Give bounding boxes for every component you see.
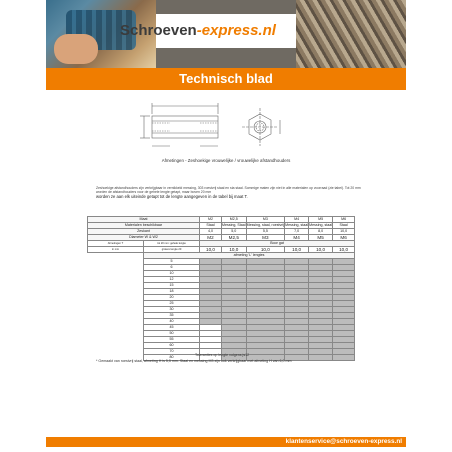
thread-row-cell: M2 (200, 217, 222, 223)
hex-row-cell: 8,0 (309, 229, 333, 235)
intro-text: Zeshoekige afstandhouders zijn verkrijgbaar in vernikkeld messing, 303 roestvrij staal en sta staal. Sommige maten zijn niet in alle materialen op voorraad (zie tabel). Tot 20 mm worden de afstandhouders voor de gehele lengte getapt, maar boven 20 mm (96, 186, 361, 195)
length-value: 60 (144, 343, 200, 349)
hex-row-cell: 5,5 (246, 229, 285, 235)
thread-row-cell: M4 (285, 217, 309, 223)
material-row-label: Materialen beschikbaar (88, 223, 200, 229)
hex-row-cell: 5,0 (222, 229, 247, 235)
dimension-drawing (130, 98, 330, 158)
diameter-row-cell: M2,5 (222, 235, 247, 241)
thread-row-cell: M3 (246, 217, 285, 223)
length-value: 70 (144, 349, 200, 355)
diameter-row-label: Diameter W & W2 (88, 235, 200, 241)
tolerance-note: Toleranties op lengte volgens js12 (195, 353, 250, 357)
side-view (140, 103, 218, 146)
depth-cell: 10,0 (309, 247, 333, 253)
end-view (242, 108, 280, 146)
material-row (88, 223, 355, 229)
diameter-row-cell: M3 (246, 235, 285, 241)
depth-cell: 10,0 (285, 247, 309, 253)
length-value: 55 (144, 337, 200, 343)
intro-emphasis: worden ze aan elk uiteinde getapt tot de lengte aangegeven in de tabel bij maat T. (96, 193, 248, 199)
thread-row-label: Maat (88, 217, 200, 223)
hex-row-cell: 7,0 (285, 229, 309, 235)
intro-paragraph (96, 186, 366, 199)
thread-row-cell: M5 (309, 217, 333, 223)
footnote: * Gemaakt van roestvrij staal, afmeting H is 5,5 mm. Staal en messing M3 zijn ook verkrijgbaar met afmeting H van 6,0 mm (96, 359, 292, 363)
diameter-row-cell: M5 (309, 235, 333, 241)
depth-cell: 10,0 (333, 247, 355, 253)
hex-row-cell: 4,0 (200, 229, 222, 235)
length-value: 18 (144, 289, 200, 295)
length-value: 30 (144, 307, 200, 313)
length-value: 5 (144, 259, 200, 265)
depth-cell: 10,0 (246, 247, 285, 253)
length-value: 35 (144, 313, 200, 319)
diameter-row-cell: M2 (200, 235, 222, 241)
thread-row-cell: M6 (333, 217, 355, 223)
depth-note-drill: Boor gat (200, 241, 355, 247)
length-value: 6 (144, 265, 200, 271)
material-row-cell: Staal (200, 223, 222, 229)
length-value: 50 (144, 331, 200, 337)
length-value: 15 (144, 283, 200, 289)
length-value: 45 (144, 325, 200, 331)
hex-row-label: Zeskant (88, 229, 200, 235)
depth-note-small: tot 20 mm: gehele lengte (144, 241, 200, 247)
depth-side-label: Afmetingen T (88, 241, 144, 247)
material-row-cell: Messing, staal (309, 223, 333, 227)
spec-table (87, 216, 355, 361)
screws-photo (296, 0, 406, 68)
depth-cell: 10,0 (200, 247, 222, 253)
length-value: 40 (144, 319, 200, 325)
diameter-row-cell: M4 (285, 235, 309, 241)
material-row-cell: Messing, staal, roestvrij (246, 223, 285, 227)
depth-unit-label: in mm (88, 247, 144, 253)
logo-main-text: Schroeven (120, 22, 197, 39)
thread-row-cell: M2,5 (222, 217, 247, 223)
material-row-cell: Messing, staal (285, 223, 309, 227)
brand-logo[interactable] (120, 22, 276, 39)
drawing-caption: Afmetingen - Zeshoekige vrouwelijke / vrouwelijke afstandhouders (161, 158, 291, 163)
hand-image (54, 34, 98, 64)
material-row-cell: Messing, Staal (222, 223, 246, 227)
depth-row-label: grotere lengte 20 (144, 247, 200, 253)
diameter-row-cell: M6 (333, 235, 355, 241)
contact-email-link[interactable]: klantenservice@schroeven-express.nl (285, 438, 402, 445)
length-value: 10 (144, 271, 200, 277)
hex-row-cell: 10,0 (333, 229, 355, 235)
material-row-cell: Staal (333, 223, 355, 229)
logo-accent-text: -express.nl (196, 22, 276, 39)
length-header: afmeting 'L' lengtes (144, 253, 355, 259)
depth-cell: 10,0 (222, 247, 247, 253)
length-value: 25 (144, 301, 200, 307)
length-value: 12 (144, 277, 200, 283)
length-value: 20 (144, 295, 200, 301)
page-title: Technisch blad (179, 71, 273, 86)
length-value: 80 (144, 355, 200, 361)
